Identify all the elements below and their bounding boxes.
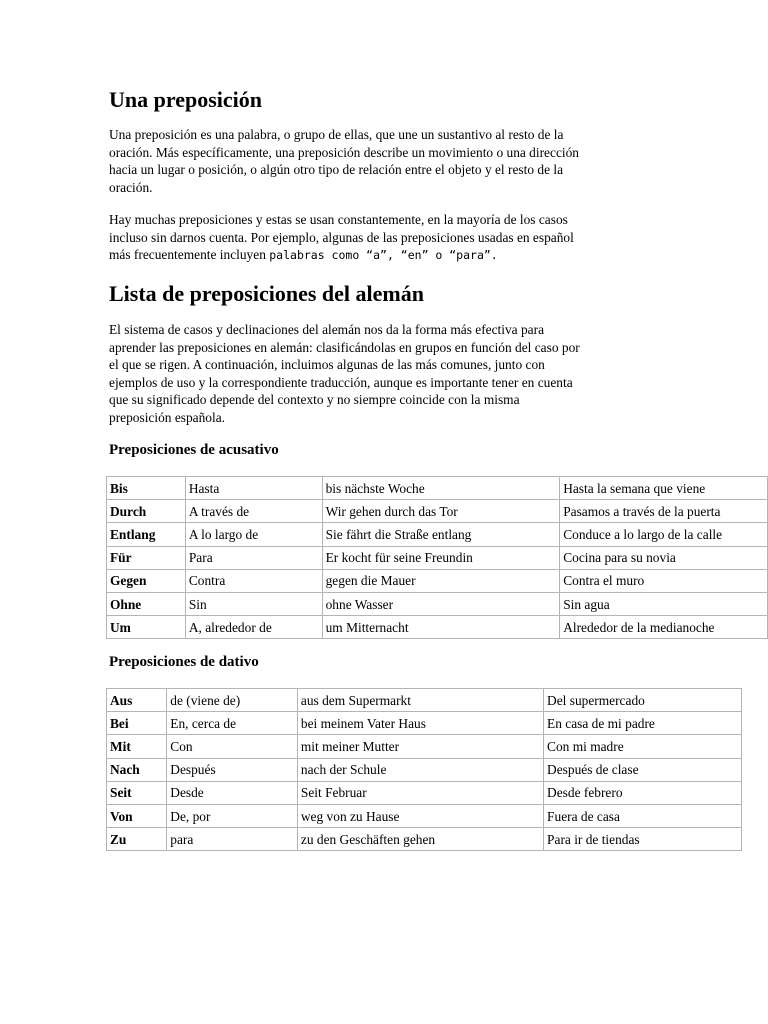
- table-row: [107, 712, 742, 735]
- table-row: [107, 735, 742, 758]
- example-cell: Sie fährt die Straße entlang: [322, 523, 560, 546]
- table-row: [107, 592, 768, 615]
- meaning-cell: Para: [185, 546, 322, 569]
- example-cell: mit meiner Mutter: [297, 735, 543, 758]
- preposition-cell: Gegen: [107, 569, 186, 592]
- preposition-cell: Seit: [107, 781, 167, 804]
- preposition-cell: Entlang: [107, 523, 186, 546]
- translation-cell: En casa de mi padre: [544, 712, 742, 735]
- table-row: [107, 546, 768, 569]
- paragraph-line: hacia un lugar o posición, o algún otro tipo de relación entre el objeto y el resto de la: [109, 162, 564, 178]
- translation-cell: Después de clase: [544, 758, 742, 781]
- preposition-cell: Aus: [107, 689, 167, 712]
- paragraph-line: [109, 246, 658, 265]
- heading-una-preposicion: Una preposición: [109, 87, 263, 112]
- example-cell: bis nächste Woche: [322, 477, 560, 500]
- paragraph-line: El sistema de casos y declinaciones del alemán nos da la forma más efectiva para: [109, 322, 545, 337]
- example-cell: Seit Februar: [297, 781, 543, 804]
- example-cell: Wir gehen durch das Tor: [322, 500, 560, 523]
- translation-cell: Fuera de casa: [544, 804, 742, 827]
- meaning-cell: Contra: [185, 569, 322, 592]
- meaning-cell: Desde: [167, 781, 298, 804]
- example-cell: zu den Geschäften gehen: [297, 828, 543, 851]
- paragraph-case-system: [109, 321, 658, 427]
- meaning-cell: A, alrededor de: [185, 616, 322, 639]
- example-cell: nach der Schule: [297, 758, 543, 781]
- meaning-cell: A través de: [185, 500, 322, 523]
- translation-cell: Con mi madre: [544, 735, 742, 758]
- preposition-cell: Bei: [107, 712, 167, 735]
- paragraph-text: más frecuentemente incluyen: [109, 247, 270, 263]
- translation-cell: Del supermercado: [544, 689, 742, 712]
- table-row: [107, 758, 742, 781]
- example-cell: gegen die Mauer: [322, 569, 560, 592]
- heading-dativo: Preposiciones de dativo: [109, 654, 259, 670]
- meaning-cell: A lo largo de: [185, 523, 322, 546]
- preposition-cell: Für: [107, 546, 186, 569]
- paragraph-line: aprender las preposiciones en alemán: clasificándolas en grupos en función del caso por: [109, 339, 580, 355]
- heading-acusativo: Preposiciones de acusativo: [109, 442, 279, 458]
- example-cell: Er kocht für seine Freundin: [322, 546, 560, 569]
- preposition-cell: Von: [107, 804, 167, 827]
- paragraph-line: preposición española.: [109, 409, 226, 425]
- meaning-cell: Después: [167, 758, 298, 781]
- meaning-cell: Sin: [185, 592, 322, 615]
- meaning-cell: de (viene de): [167, 689, 298, 712]
- preposition-cell: Ohne: [107, 592, 186, 615]
- preposition-cell: Zu: [107, 828, 167, 851]
- example-words: palabras como “a”, “en” o “para”.: [269, 248, 498, 263]
- paragraph-line: oración. Más específicamente, una preposición describe un movimiento o una dirección: [109, 144, 579, 160]
- translation-cell: Alrededor de la medianoche: [560, 616, 768, 639]
- example-cell: bei meinem Vater Haus: [297, 712, 543, 735]
- table-row: [107, 616, 768, 639]
- meaning-cell: Con: [167, 735, 298, 758]
- heading-lista-preposiciones: Lista de preposiciones del alemán: [109, 281, 424, 306]
- paragraph-line: ejemplos de uso y la correspondiente traducción, aunque es importante tener en cuenta: [109, 374, 573, 390]
- preposition-cell: Um: [107, 616, 186, 639]
- table-row: [107, 828, 742, 851]
- translation-cell: Cocina para su novia: [560, 546, 768, 569]
- table-row: [107, 523, 768, 546]
- example-cell: um Mitternacht: [322, 616, 560, 639]
- translation-cell: Pasamos a través de la puerta: [560, 500, 768, 523]
- example-cell: weg von zu Hause: [297, 804, 543, 827]
- paragraph-line: incluso sin darnos cuenta. Por ejemplo, algunas de las preposiciones usadas en español: [109, 229, 574, 245]
- preposition-cell: Mit: [107, 735, 167, 758]
- paragraph-line: Hay muchas preposiciones y estas se usan constantemente, en la mayoría de los casos: [109, 212, 568, 227]
- paragraph-usage: [109, 211, 658, 265]
- meaning-cell: De, por: [167, 804, 298, 827]
- meaning-cell: para: [167, 828, 298, 851]
- table-row: [107, 781, 742, 804]
- preposition-cell: Nach: [107, 758, 167, 781]
- paragraph-definition: [109, 126, 658, 196]
- paragraph-line: que su significado depende del contexto y no siempre coincide con la misma: [109, 392, 520, 408]
- meaning-cell: En, cerca de: [167, 712, 298, 735]
- table-row: [107, 569, 768, 592]
- paragraph-line: Una preposición es una palabra, o grupo de ellas, que une un sustantivo al resto de la: [109, 127, 564, 142]
- accusative-table: [106, 476, 768, 639]
- translation-cell: Conduce a lo largo de la calle: [560, 523, 768, 546]
- translation-cell: Sin agua: [560, 592, 768, 615]
- table-row: [107, 477, 768, 500]
- translation-cell: Hasta la semana que viene: [560, 477, 768, 500]
- meaning-cell: Hasta: [185, 477, 322, 500]
- translation-cell: Desde febrero: [544, 781, 742, 804]
- table-row: [107, 804, 742, 827]
- table-row: [107, 500, 768, 523]
- paragraph-line: el que se rigen. A continuación, incluimos algunas de las más comunes, junto con: [109, 357, 545, 373]
- translation-cell: Para ir de tiendas: [544, 828, 742, 851]
- translation-cell: Contra el muro: [560, 569, 768, 592]
- table-row: [107, 689, 742, 712]
- example-cell: ohne Wasser: [322, 592, 560, 615]
- example-cell: aus dem Supermarkt: [297, 689, 543, 712]
- preposition-cell: Bis: [107, 477, 186, 500]
- paragraph-line: oración.: [109, 179, 153, 195]
- dative-table: [106, 688, 742, 851]
- preposition-cell: Durch: [107, 500, 186, 523]
